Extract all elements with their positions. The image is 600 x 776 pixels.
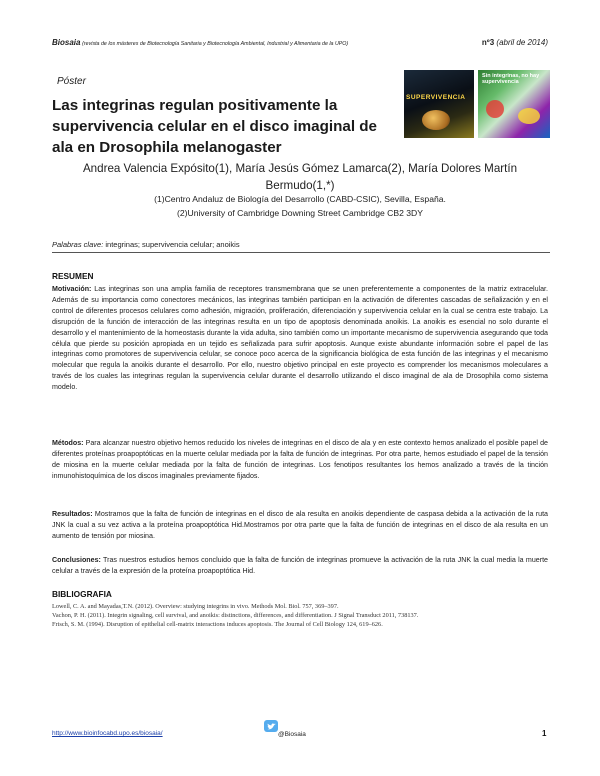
reference-item: Vachon, P. H. (2011). Integrin signaling, cell survival, and anoikis: distinctions, differences, and differentiation. J Signal Transduct 2011, 738137. [52,611,419,619]
journal-description: (revista de los másteres de Biotecnología Sanitaria y Biotecnología Ambiental, Industrial y Alimentaria de la UPO) [82,41,349,47]
issue-number: nº3 [481,38,495,47]
reference-item: Frisch, S. M. (1994). Disruption of epithelial cell-matrix interactions induces apoptosis. The Journal of Cell Biology 124, 619–626. [52,620,383,628]
issue-info [482,38,548,47]
resumen-heading: RESUMEN [52,271,94,281]
issue-date: (abril de 2014) [496,38,548,47]
poster-image-right-text: Sin integrinas, no hay supervivencia [482,73,540,85]
keywords-label: Palabras clave: [52,240,104,249]
page-number: 1 [542,729,547,738]
twitter-icon [264,720,278,732]
section-label: Póster [57,76,86,87]
metodos-text: Para alcanzar nuestro objetivo hemos reducido los niveles de integrinas en el disco de ala y en este contexto hemos analizado el posible papel de diferentes proteínas proapoptóticas en la muerte celular mediada por la falta de función de integrinas. Por otra parte, hemos estudiado el papel de la tensión de miosina en la muerte celular mediada por la falta de función de integrinas. Los fenotipos resultantes los hemos analizado a través de la tinción inmunohistoquímica de los discos imaginales previamente fijados. [52,439,548,480]
references-list [52,603,548,629]
poster-image-left [404,70,474,138]
resultados-paragraph [52,509,548,542]
journal-header [52,38,548,47]
cell-image-yellow [518,108,540,124]
conclusiones-text: Tras nuestros estudios hemos concluido que la falta de función de integrinas promueve la activación de la ruta JNK la cual media la muerte celular a través de la expresión de la proteína proapoptótica Hid. [52,556,548,575]
cell-image-red [486,100,504,118]
bibliografia-heading: BIBLIOGRAFIA [52,589,112,599]
metodos-label: Métodos: [52,439,84,447]
metodos-paragraph [52,438,548,482]
motivacion-text: Las integrinas son una amplia familia de receptores transmembrana que se unen preferentemente a componentes de la matriz extracelular. Además de su importancia como conectores mecánicos, las integrinas también participan en la activación de diferentes cascadas de señalización y en el control de diferentes procesos celulares como adhesión, migración, proliferación, diferenciación y supervivencia celular en la cual se centra este trabajo. La disrupción de la función de interacción de las integrinas resulta en un tipo de apoptosis denominada anoikis. La anoikis es esencial no solo durante el desarrollo y el mantenimiento de la homeostasis durante la vida adulta, sino también como un importante mecanismo de supervivencia asegurando que toda célula que pierde su posición apropiada en un tejido es señalizada para sufrir apoptosis. Aunque existe abundante información sobre el papel de las integrinas como promotores de supervivencia celular, se conoce poco acerca de la significancia biológica de esta función de las integrinas y el mecanismo molecular que regula la anoikis durante el desarrollo. Por ello, nuestro objetivo principal en este proyecto es comprender los mecanismos moleculares a través de los cuales las integrinas regulan la supervivencia celular durante el desarrollo utilizando el disco imaginal de ala de Drosophila como sistema modelo. [52,285,548,392]
authors: Andrea Valencia Expósito(1), María Jesús Gómez Lamarca(2), María Dolores Martín Bermudo(1,*) [82,162,518,192]
motivacion-paragraph [52,284,548,393]
poster-image-left-text: SUPERVIVENCIA [406,94,466,101]
resultados-label: Resultados: [52,510,93,518]
divider [52,252,550,253]
twitter-handle: @Biosaia [278,731,306,738]
affiliation-1: (1)Centro Andaluz de Biología del Desarrollo (CABD-CSIC), Sevilla, España. [154,194,446,204]
conclusiones-paragraph [52,555,548,577]
wing-disc-image [422,110,450,130]
reference-item: Lowell, C. A. and Mayadas,T.N. (2012). Overview: studying integrins in vivo. Methods Mol. Biol. 757, 369–397. [52,603,339,610]
paper-title: Las integrinas regulan positivamente la supervivencia celular en el disco imaginal de ala en Drosophila melanogaster [52,97,377,156]
affiliation-2: (2)University of Cambridge Downing Street Cambridge CB2 3DY [177,208,423,218]
keywords [52,240,240,249]
poster-image-right [478,70,550,138]
keywords-text: integrinas; supervivencia celular; anoikis [103,240,240,249]
motivacion-label: Motivación: [52,285,92,293]
footer-link[interactable]: http://www.bioinfocabd.upo.es/biosaia/ [52,730,163,737]
conclusiones-label: Conclusiones: [52,556,101,564]
resultados-text: Mostramos que la falta de función de integrinas en el disco de ala resulta en anoikis dependiente de caspasa debida a la activación de la ruta JNK la cual a su vez activa a la proteína proapoptótica Hid.Mostramos por otra parte que la falta de función de integrinas en el disco de ala resulta en un aumento de tensión por miosina. [52,510,548,540]
header-images [404,70,550,138]
journal-brand: Biosaia [52,38,81,47]
